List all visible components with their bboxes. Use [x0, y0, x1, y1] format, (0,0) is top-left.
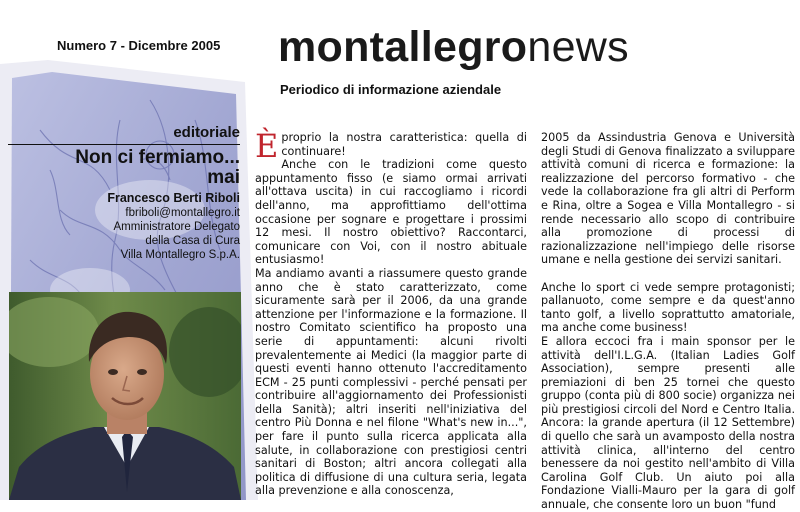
article-paragraph — [255, 127, 527, 165]
article-paragraph: Anche con le tradizioni come questo appuntamento fisso (e siamo ormai arrivati all'ottava uscita) in cui raccogliamo i ricordi dell'anno, ma approfittiamo dell'ottima occasione per sognare e progettare i prossimi 12 mesi. Il nostro obiettivo? Raccontarci, comunicare con Voi, con il nostro abituale entusiasmo! — [255, 158, 527, 267]
editorial-box — [8, 124, 240, 262]
subtitle: Periodico di informazione aziendale — [280, 82, 502, 97]
editorial-author: Francesco Berti Riboli — [107, 191, 240, 205]
editorial-headline-1: Non ci fermiamo... — [75, 147, 240, 168]
article-column-1 — [255, 127, 527, 498]
editorial-section-label: editoriale — [173, 124, 240, 141]
editorial-divider — [8, 144, 240, 145]
article-column-2 — [541, 131, 795, 512]
author-photo — [9, 292, 241, 500]
masthead-light: news — [527, 23, 629, 71]
article-text: proprio la nostra caratteristica: quella di continuare! — [281, 131, 527, 158]
issue-number: Numero 7 - Dicembre 2005 — [57, 38, 221, 53]
article-paragraph: 2005 da Assindustria Genova e Università degli Studi di Genova finalizzato a sviluppare attività comuni di ricerca e formazione: la realizzazione del percorso formativo - che vede la collaborazione fra gli altri di Perform e Rina, oltre a Sogea e Villa Montallegro - si rende necessario allo scopo di contribuire alla promozione di processi di razionalizzazione nell'impiego delle risorse umane e nella gestione dei servizi sanitari. — [541, 131, 795, 267]
author-role-3: Villa Montallegro S.p.A. — [120, 249, 240, 261]
masthead — [278, 22, 629, 72]
author-role-2: della Casa di Cura — [145, 235, 240, 247]
editorial-headline-2: mai — [207, 167, 240, 188]
author-role-1: Amministratore Delegato — [113, 221, 240, 233]
article-paragraph: Anche lo sport ci vede sempre protagonisti; pallanuoto, come sempre e da quest'anno tanto golf, a livello soprattutto amatoriale, ma anche come business! — [541, 280, 795, 335]
drop-cap: È — [255, 127, 279, 165]
article-paragraph: E allora eccoci fra i main sponsor per le attività dell'I.L.G.A. (Italian Ladies Golf Association), sempre presenti alle premiazioni di ben 25 tornei che questo gruppo (conta più di 800 socie) organizza nei più prestigiosi circoli del Nord e Centro Italia. Ancora: la grande apertura (il 12 Settembre) di quello che sarà un avamposto della nostra attività clinica, all'interno del centro benessere da noi gestito nell'ambito di Villa Carolina Golf Club. Un aiuto poi alla Fondazione Vialli-Mauro per la gara di golf annuale, che consente loro un buon "fund — [541, 334, 795, 512]
masthead-bold: montallegro — [278, 23, 528, 71]
author-email: fbriboli@montallegro.it — [125, 207, 240, 219]
article-paragraph: Ma andiamo avanti a riassumere questo grande anno che è stato caratterizzato, come sicuramente sarà per il 2006, da una grande attenzione per l'informazione e la formazione. Il nostro Comitato scientifico ha proposto una serie di appuntamenti: alcuni rivolti prevalentemente ai Medici (la maggior parte di questi eventi hanno ottenuto l'accreditamento ECM - 25 punti complessivi - perché pensati per contribuire all'aggiornamento dei Professionisti della Sanità); altri inseriti nell'iniziativa del centro Più Donna e nel filone "What's new in...", per fare il punto sulla ricerca applicata alla salute, in collaborazione con prestigiosi centri sanitari di Boston; altri ancora collegati alla politica di diffusione di una cultura seria, legata alla prevenzione e alla conoscenza, — [255, 266, 527, 498]
